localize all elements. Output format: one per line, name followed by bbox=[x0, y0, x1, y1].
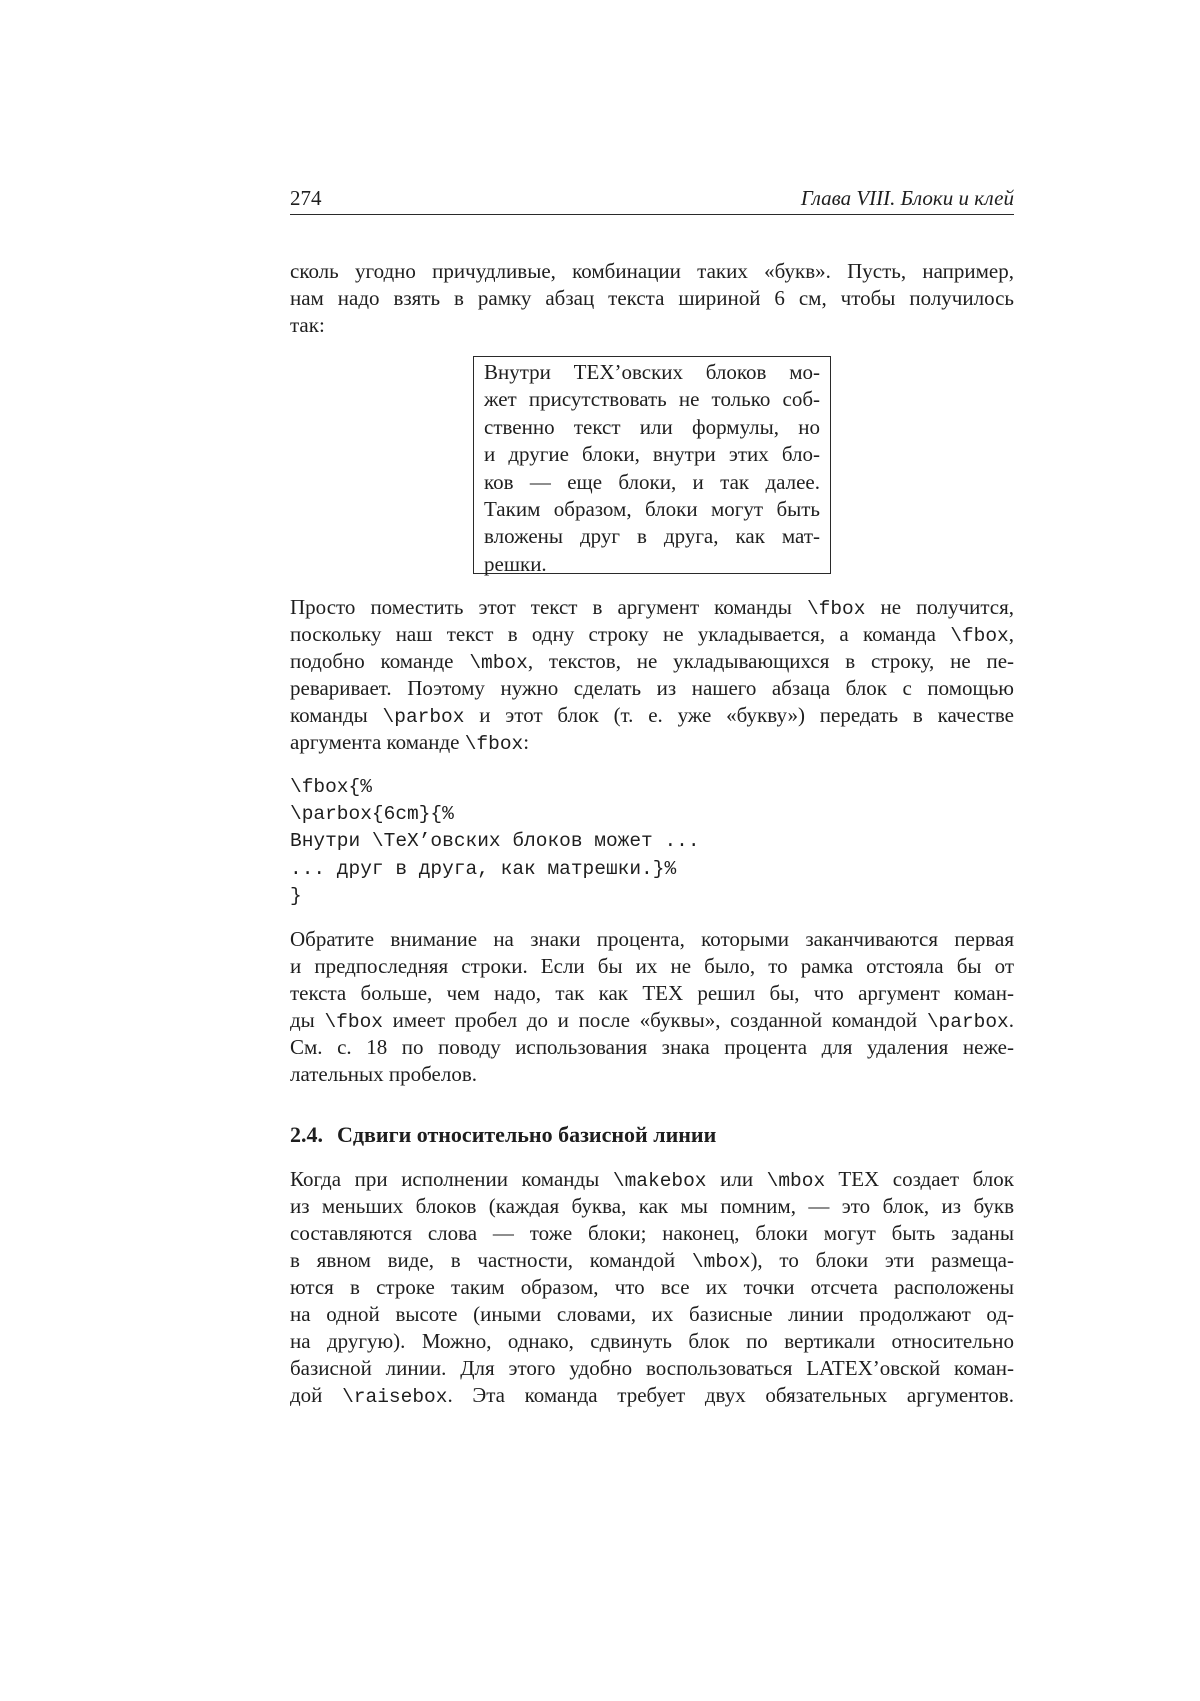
text-run: , текстов, не укладывающихся в строку, не пе- bbox=[527, 649, 1015, 673]
text-line bbox=[290, 1166, 1014, 1193]
text-run: и этот блок (т. е. уже «букву») передать в качестве bbox=[464, 703, 1014, 727]
baseline-shift-paragraph bbox=[290, 1166, 1014, 1409]
text-run: Когда при исполнении команды bbox=[290, 1167, 613, 1191]
text-line bbox=[290, 621, 1014, 648]
fbox-explanation-paragraph bbox=[290, 594, 1014, 756]
text-run: : bbox=[523, 730, 530, 754]
running-header bbox=[290, 184, 1014, 215]
text-line: ются в строке таким образом, что все их точки отсчета расположены bbox=[290, 1275, 1014, 1299]
section-heading bbox=[290, 1120, 1014, 1150]
text-line: реваривает. Поэтому нужно сделать из нашего абзаца блок с помощью bbox=[290, 676, 1014, 700]
text-line: См. с. 18 по поводу использования знака процента для удаления неже- bbox=[290, 1035, 1014, 1059]
text-line: и предпоследняя строки. Если бы их не было, то рамка отстояла бы от bbox=[290, 954, 1014, 978]
boxed-line: жет присутствовать не только соб- bbox=[484, 387, 820, 412]
text-run: . bbox=[1008, 1008, 1014, 1032]
text-line: сколь угодно причудливые, комбинации таких «букв». Пусть, например, bbox=[290, 259, 1014, 283]
code-line: Внутри \TeX’овских блоков может ... bbox=[290, 830, 700, 853]
boxed-line: Внутри TEX’овских блоков мо- bbox=[484, 360, 820, 384]
text-run: подобно команде bbox=[290, 649, 470, 673]
boxed-line: и другие блоки, внутри этих бло- bbox=[484, 442, 820, 467]
framed-paragraph-example bbox=[473, 356, 831, 574]
text-line bbox=[290, 594, 1014, 621]
text-run: в явном виде, в частности, командой bbox=[290, 1248, 692, 1272]
boxed-line: решки. bbox=[484, 551, 547, 576]
text-line bbox=[290, 648, 1014, 675]
inline-code: \mbox bbox=[469, 652, 528, 674]
text-line: на одной высоте (иными словами, их базисные линии продолжают од- bbox=[290, 1302, 1014, 1326]
text-run: ), то блоки эти размеща- bbox=[750, 1248, 1014, 1272]
text-line bbox=[290, 1247, 1014, 1274]
inline-code: \fbox bbox=[950, 625, 1009, 647]
boxed-line: вложены друг в друга, как мат- bbox=[484, 524, 820, 549]
code-line: ... друг в друга, как матрешки.}% bbox=[290, 857, 677, 880]
text-run: . Эта команда требует двух обязательных аргументов. bbox=[447, 1383, 1014, 1407]
text-run: ды bbox=[290, 1008, 325, 1032]
text-line: нам надо взять в рамку абзац текста шириной 6 см, чтобы получилось bbox=[290, 286, 1014, 310]
boxed-line: ков — еще блоки, и так далее. bbox=[484, 469, 820, 494]
code-line: \fbox{% bbox=[290, 776, 372, 798]
boxed-line: ственно текст или формулы, но bbox=[484, 414, 820, 439]
code-line: } bbox=[290, 884, 302, 907]
inline-code: \mbox bbox=[691, 1251, 751, 1273]
text-line bbox=[290, 1382, 1014, 1409]
text-run: не получится, bbox=[865, 595, 1014, 619]
text-run: или bbox=[706, 1167, 767, 1191]
code-listing bbox=[290, 774, 1014, 910]
inline-code: \parbox bbox=[382, 706, 465, 728]
text-run: имеет пробел до и после «буквы», созданной командой bbox=[382, 1008, 927, 1032]
inline-code: \mbox bbox=[766, 1170, 826, 1192]
text-run: аргумента команде bbox=[290, 730, 465, 754]
percent-sign-paragraph bbox=[290, 926, 1014, 1088]
text-line bbox=[290, 729, 1014, 756]
text-run: TEX создает блок bbox=[825, 1167, 1014, 1191]
text-line: лательных пробелов. bbox=[290, 1062, 478, 1086]
page-number: 274 bbox=[290, 186, 322, 210]
inline-code: \raisebox bbox=[342, 1386, 448, 1408]
text-line: на другую). Можно, однако, сдвинуть блок по вертикали относительно bbox=[290, 1329, 1014, 1353]
intro-paragraph bbox=[290, 258, 1014, 339]
section-number: 2.4. bbox=[290, 1122, 323, 1147]
inline-code: \makebox bbox=[612, 1170, 707, 1192]
inline-code: \parbox bbox=[926, 1011, 1009, 1033]
text-line: составляются слова — тоже блоки; наконец, блоки могут быть заданы bbox=[290, 1221, 1014, 1245]
text-line bbox=[290, 702, 1014, 729]
chapter-title: Глава VIII. Блоки и клей bbox=[800, 186, 1014, 210]
text-line: из меньших блоков (каждая буква, как мы помним, — это блок, из букв bbox=[290, 1194, 1014, 1218]
code-line: \parbox{6cm}{% bbox=[290, 803, 454, 826]
text-line: Обратите внимание на знаки процента, которыми заканчиваются первая bbox=[290, 927, 1014, 951]
text-line: так: bbox=[290, 313, 325, 337]
inline-code: \fbox bbox=[806, 598, 866, 620]
text-line: текста больше, чем надо, так как TEX решил бы, что аргумент коман- bbox=[290, 981, 1014, 1005]
inline-code: \fbox bbox=[464, 733, 524, 755]
section-title: Сдвиги относительно базисной линии bbox=[337, 1122, 717, 1147]
text-run: поскольку наш текст в одну строку не укладывается, а команда bbox=[290, 622, 951, 646]
text-line: базисной линии. Для этого удобно воспользоваться LATEX’овской коман- bbox=[290, 1356, 1014, 1380]
boxed-line: Таким образом, блоки могут быть bbox=[484, 496, 820, 521]
text-line bbox=[290, 1007, 1014, 1034]
inline-code: \fbox bbox=[324, 1011, 383, 1033]
text-run: Просто поместить этот текст в аргумент команды bbox=[290, 595, 807, 619]
text-run: дой bbox=[290, 1383, 343, 1407]
text-run: команды bbox=[290, 703, 383, 727]
text-run: , bbox=[1008, 622, 1014, 646]
